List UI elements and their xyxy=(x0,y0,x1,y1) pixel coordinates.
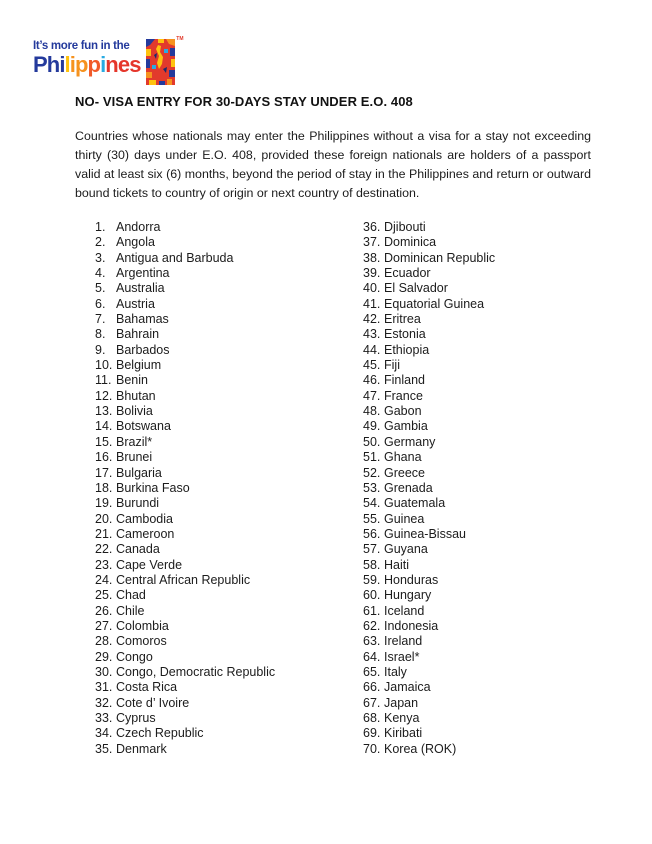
list-item xyxy=(363,266,631,281)
list-item xyxy=(95,512,363,527)
list-item xyxy=(95,281,363,296)
country-name: Korea (ROK) xyxy=(384,741,457,756)
list-item-number: 48. xyxy=(363,404,381,419)
logo-tagline: It’s more fun in the xyxy=(33,40,130,52)
list-item-number: 65. xyxy=(363,664,381,679)
list-item-number: 62. xyxy=(363,618,381,633)
list-item-number: 42. xyxy=(363,312,381,327)
country-name: Angola xyxy=(116,235,155,250)
country-name: Ghana xyxy=(384,450,422,465)
list-item-number: 54. xyxy=(363,496,381,511)
list-item-number: 66. xyxy=(363,680,381,695)
logo-wordmark xyxy=(33,53,141,76)
list-item xyxy=(95,435,363,450)
list-item xyxy=(363,481,631,496)
list-item-number: 55. xyxy=(363,511,381,526)
list-item-number: 57. xyxy=(363,542,381,557)
list-item xyxy=(95,419,363,434)
list-item xyxy=(95,711,363,726)
list-item-number: 5. xyxy=(95,281,106,296)
list-item xyxy=(363,711,631,726)
list-item xyxy=(95,496,363,511)
list-item xyxy=(95,696,363,711)
list-item-number: 10. xyxy=(95,358,113,373)
country-name: Barbados xyxy=(116,342,170,357)
list-item-number: 47. xyxy=(363,388,381,403)
list-item-number: 67. xyxy=(363,695,381,710)
list-item-number: 40. xyxy=(363,281,381,296)
list-item-number: 60. xyxy=(363,588,381,603)
list-item xyxy=(363,619,631,634)
country-name: Argentina xyxy=(116,266,170,281)
list-item xyxy=(363,634,631,649)
list-item-number: 69. xyxy=(363,726,381,741)
list-item xyxy=(95,588,363,603)
list-item xyxy=(363,588,631,603)
list-item-number: 6. xyxy=(95,296,106,311)
list-item-number: 51. xyxy=(363,450,381,465)
list-item xyxy=(95,558,363,573)
country-name: Indonesia xyxy=(384,618,439,633)
list-item xyxy=(95,373,363,388)
list-item-number: 28. xyxy=(95,634,113,649)
list-item-number: 61. xyxy=(363,603,381,618)
list-item-number: 43. xyxy=(363,327,381,342)
country-name: Cyprus xyxy=(116,711,156,725)
list-item-number: 56. xyxy=(363,526,381,541)
list-item-number: 50. xyxy=(363,434,381,449)
list-item xyxy=(95,650,363,665)
country-name: Estonia xyxy=(384,327,426,342)
country-name: El Salvador xyxy=(384,281,448,296)
country-name: Colombia xyxy=(116,618,169,633)
country-name: Burundi xyxy=(116,496,160,511)
list-item-number: 46. xyxy=(363,373,381,388)
country-name: Guinea xyxy=(384,511,425,526)
list-item xyxy=(363,542,631,557)
country-name: Cameroon xyxy=(116,526,175,541)
list-item xyxy=(95,726,363,741)
list-item-number: 23. xyxy=(95,557,113,572)
country-list-column-right xyxy=(363,220,631,757)
logo-text xyxy=(33,39,141,85)
list-item xyxy=(95,604,363,619)
country-name: Denmark xyxy=(116,741,167,756)
country-name: Grenada xyxy=(384,480,433,495)
country-name: Cote d’ Ivoire xyxy=(116,695,190,710)
intro-paragraph: Countries whose nationals may enter the Philippines without a visa for a stay not exceeding thirty (30) days under E.O. 408, provided these foreign nationals are holders of a passport valid at least six (6) months, beyond the period of stay in the Philippines and return or outward bound tickets to country of origin or next country of destination. xyxy=(75,129,591,200)
wordmark-letter: i xyxy=(100,52,106,77)
list-item xyxy=(95,680,363,695)
list-item xyxy=(363,742,631,757)
list-item-number: 64. xyxy=(363,649,381,664)
country-name: Chile xyxy=(116,603,145,618)
country-name: Djibouti xyxy=(384,220,426,234)
country-name: Eritrea xyxy=(384,312,421,327)
wordmark-letter: l xyxy=(64,52,70,77)
country-name: Hungary xyxy=(384,588,432,603)
list-item xyxy=(95,389,363,404)
list-item xyxy=(363,650,631,665)
country-name: Greece xyxy=(384,465,425,480)
philippines-tourism-logo xyxy=(33,36,184,85)
country-name: Bahrain xyxy=(116,327,160,342)
trademark-symbol: TM xyxy=(176,36,184,42)
list-item xyxy=(95,327,363,342)
list-item-number: 63. xyxy=(363,634,381,649)
list-item xyxy=(363,312,631,327)
list-item-number: 12. xyxy=(95,388,113,403)
country-name: Congo xyxy=(116,649,153,664)
wordmark-letter: p xyxy=(87,52,101,77)
country-name: Haiti xyxy=(384,557,410,572)
list-item-number: 45. xyxy=(363,358,381,373)
list-item xyxy=(95,312,363,327)
list-item xyxy=(95,220,363,235)
country-name: Fiji xyxy=(384,358,400,373)
list-item xyxy=(363,343,631,358)
country-name: Italy xyxy=(384,664,407,679)
country-name: Costa Rica xyxy=(116,680,178,695)
list-item-number: 29. xyxy=(95,649,113,664)
country-name: Bolivia xyxy=(116,404,153,419)
list-item-number: 32. xyxy=(95,695,113,710)
list-item xyxy=(363,373,631,388)
country-name: Guatemala xyxy=(384,496,446,511)
country-name: Australia xyxy=(116,281,165,296)
list-item-number: 58. xyxy=(363,557,381,572)
wordmark-letter: i xyxy=(59,52,65,77)
list-item-number: 15. xyxy=(95,434,113,449)
country-name: Equatorial Guinea xyxy=(384,296,485,311)
list-item xyxy=(363,604,631,619)
list-item-number: 36. xyxy=(363,220,381,234)
list-item xyxy=(363,680,631,695)
list-item-number: 13. xyxy=(95,404,113,419)
country-list xyxy=(95,220,631,757)
country-name: Guinea-Bissau xyxy=(384,526,466,541)
list-item-number: 11. xyxy=(95,373,112,388)
list-item-number: 26. xyxy=(95,603,113,618)
document-title: NO- VISA ENTRY FOR 30-DAYS STAY UNDER E.O. 408 xyxy=(75,94,413,109)
country-name: Czech Republic xyxy=(116,726,204,741)
wordmark-letter: n xyxy=(105,52,118,77)
list-item-number: 22. xyxy=(95,542,113,557)
list-item xyxy=(95,404,363,419)
list-item xyxy=(363,558,631,573)
list-item xyxy=(363,220,631,235)
list-item xyxy=(363,235,631,250)
list-item-number: 17. xyxy=(95,465,113,480)
list-item-number: 39. xyxy=(363,266,381,281)
list-item xyxy=(363,496,631,511)
wordmark-letter: h xyxy=(46,52,60,77)
list-item xyxy=(95,251,363,266)
list-item-number: 49. xyxy=(363,419,381,434)
list-item xyxy=(95,481,363,496)
list-item xyxy=(363,726,631,741)
list-item xyxy=(95,358,363,373)
country-name: Gambia xyxy=(384,419,428,434)
list-item-number: 37. xyxy=(363,235,381,250)
country-name: Chad xyxy=(116,588,146,603)
country-name: Dominican Republic xyxy=(384,250,496,265)
list-item-number: 1. xyxy=(95,220,106,234)
list-item-number: 27. xyxy=(95,618,113,633)
list-item xyxy=(363,281,631,296)
country-name: Finland xyxy=(384,373,425,388)
country-name: Bahamas xyxy=(116,312,169,327)
country-name: Brazil* xyxy=(116,434,153,449)
list-item xyxy=(363,466,631,481)
country-name: Bhutan xyxy=(116,388,156,403)
country-name: Botswana xyxy=(116,419,171,434)
list-item-number: 30. xyxy=(95,664,113,679)
list-item xyxy=(95,297,363,312)
list-item xyxy=(363,665,631,680)
country-name: Cape Verde xyxy=(116,557,183,572)
list-item-number: 9. xyxy=(95,342,106,357)
country-name: Central African Republic xyxy=(116,572,251,587)
country-name: Ethiopia xyxy=(384,342,430,357)
list-item-number: 52. xyxy=(363,465,381,480)
country-name: Canada xyxy=(116,542,160,557)
country-name: Iceland xyxy=(384,603,425,618)
list-item-number: 18. xyxy=(95,480,113,495)
list-item xyxy=(363,404,631,419)
list-item-number: 33. xyxy=(95,711,113,725)
list-item-number: 35. xyxy=(95,741,113,756)
list-item-number: 19. xyxy=(95,496,113,511)
list-item xyxy=(95,235,363,250)
list-item xyxy=(363,573,631,588)
country-name: Comoros xyxy=(116,634,167,649)
list-item xyxy=(95,542,363,557)
country-name: Jamaica xyxy=(384,680,431,695)
list-item xyxy=(363,696,631,711)
list-item xyxy=(363,512,631,527)
country-name: Burkina Faso xyxy=(116,480,190,495)
list-item xyxy=(363,419,631,434)
list-item-number: 7. xyxy=(95,312,106,327)
list-item xyxy=(363,251,631,266)
country-name: Honduras xyxy=(384,572,439,587)
country-name: France xyxy=(384,388,423,403)
country-name: Dominica xyxy=(384,235,437,250)
list-item-number: 21. xyxy=(95,526,113,541)
country-name: Congo, Democratic Republic xyxy=(116,664,276,679)
wordmark-letter: p xyxy=(74,52,88,77)
list-item xyxy=(363,527,631,542)
list-item xyxy=(363,358,631,373)
country-name: Ireland xyxy=(384,634,423,649)
list-item xyxy=(95,742,363,757)
country-name: Benin xyxy=(116,373,148,388)
country-name: Gabon xyxy=(384,404,422,419)
list-item xyxy=(95,665,363,680)
list-item-number: 68. xyxy=(363,711,381,725)
list-item xyxy=(95,266,363,281)
country-name: Guyana xyxy=(384,542,428,557)
list-item xyxy=(363,389,631,404)
list-item-number: 3. xyxy=(95,250,106,265)
country-name: Japan xyxy=(384,695,419,710)
list-item-number: 25. xyxy=(95,588,113,603)
list-item-number: 38. xyxy=(363,250,381,265)
country-name: Bulgaria xyxy=(116,465,162,480)
list-item xyxy=(363,327,631,342)
country-list-column-left xyxy=(95,220,363,757)
list-item xyxy=(363,450,631,465)
country-name: Germany xyxy=(384,434,436,449)
list-item xyxy=(95,634,363,649)
list-item-number: 14. xyxy=(95,419,113,434)
country-name: Andorra xyxy=(116,220,161,234)
list-item xyxy=(95,450,363,465)
list-item xyxy=(95,573,363,588)
wordmark-letter: s xyxy=(129,52,141,77)
country-name: Kenya xyxy=(384,711,420,725)
country-name: Israel* xyxy=(384,649,420,664)
list-item-number: 31. xyxy=(95,680,113,695)
list-item xyxy=(95,343,363,358)
list-item-number: 53. xyxy=(363,480,381,495)
country-name: Ecuador xyxy=(384,266,431,281)
list-item-number: 34. xyxy=(95,726,113,741)
country-name: Brunei xyxy=(116,450,153,465)
list-item xyxy=(363,297,631,312)
list-item-number: 41. xyxy=(363,296,381,311)
list-item xyxy=(363,435,631,450)
list-item xyxy=(95,619,363,634)
list-item-number: 8. xyxy=(95,327,106,342)
list-item-number: 20. xyxy=(95,511,113,526)
country-name: Antigua and Barbuda xyxy=(116,250,234,265)
wordmark-letter: i xyxy=(69,52,75,77)
list-item xyxy=(95,466,363,481)
country-name: Belgium xyxy=(116,358,162,373)
country-name: Austria xyxy=(116,296,155,311)
philippines-mosaic-icon xyxy=(146,36,184,85)
list-item-number: 4. xyxy=(95,266,106,281)
wordmark-letter: P xyxy=(33,52,47,77)
list-item-number: 2. xyxy=(95,235,106,250)
list-item-number: 24. xyxy=(95,572,113,587)
list-item-number: 59. xyxy=(363,572,381,587)
wordmark-letter: e xyxy=(117,52,130,77)
country-name: Kiribati xyxy=(384,726,423,741)
list-item-number: 70. xyxy=(363,741,381,756)
list-item-number: 44. xyxy=(363,342,381,357)
country-name: Cambodia xyxy=(116,511,173,526)
list-item xyxy=(95,527,363,542)
list-item-number: 16. xyxy=(95,450,113,465)
